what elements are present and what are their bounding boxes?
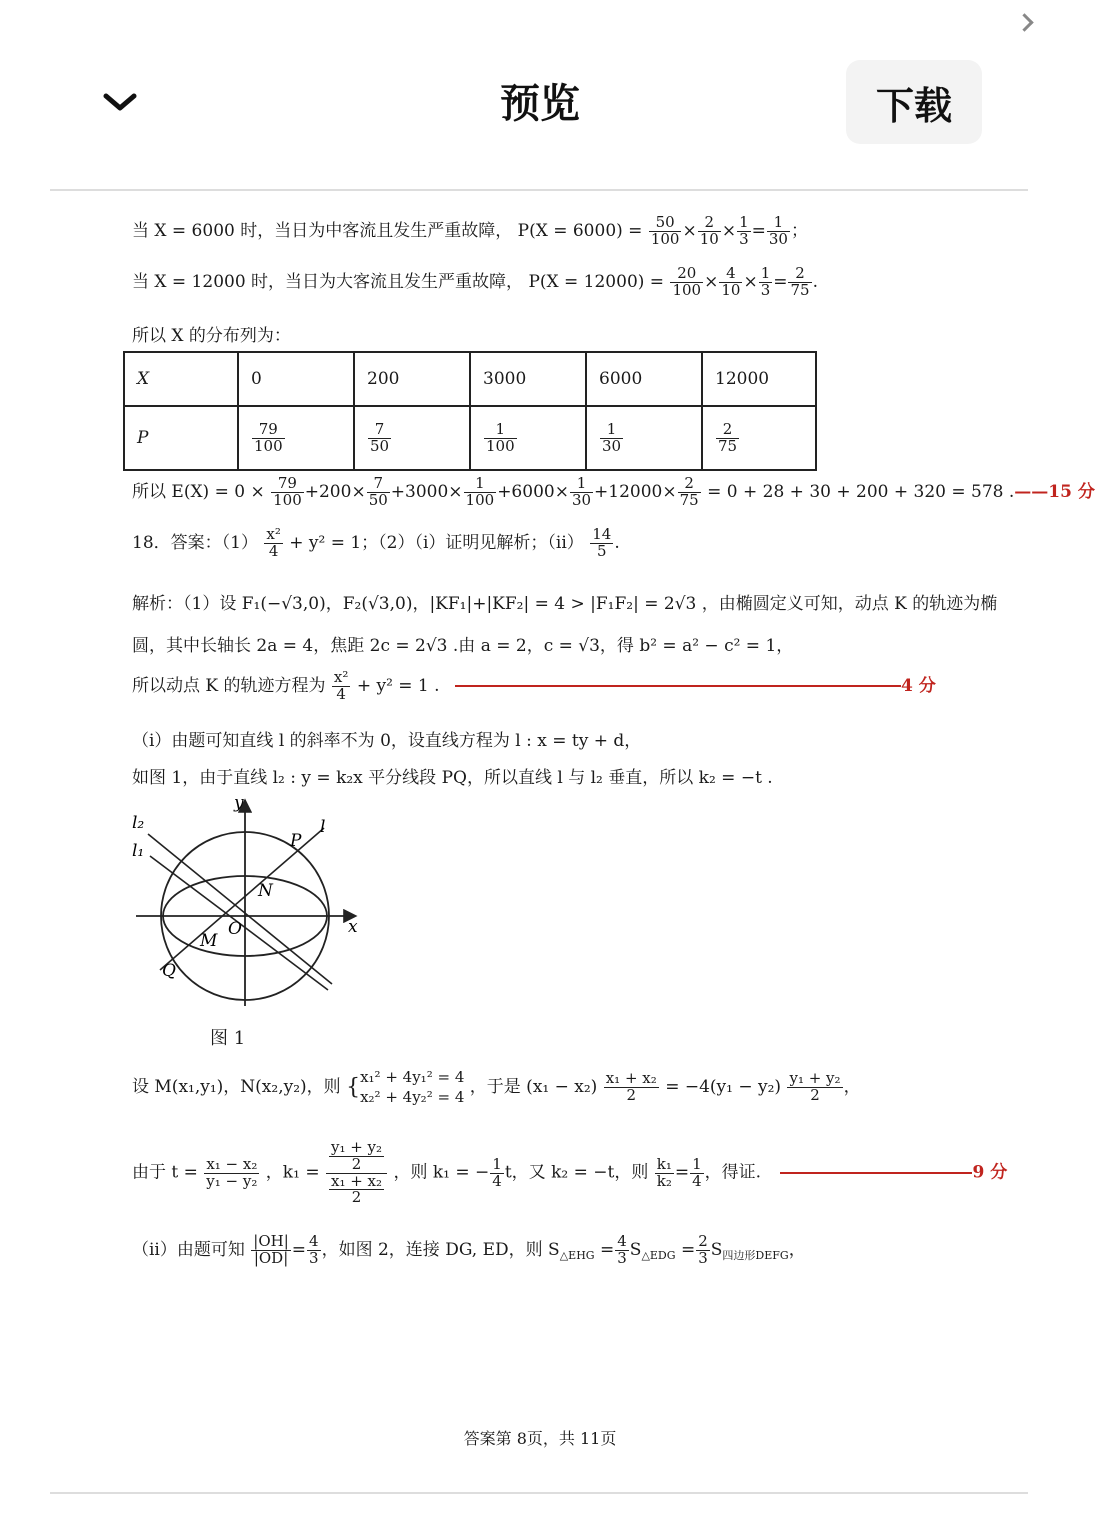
analysis-line-2: 圆，其中长轴长 2a = 4，焦距 2c = 2√3 .由 a = 2，c = √3，得 b² = a² − c² = 1， — [132, 636, 794, 656]
since-line: 由于 t = $\frac{\text{x₁ − x₂}}{\text{y₁ − y₂}}$ ，k₁ = $\frac{\frac{\text{y₁ + y₂}}{2}}{\frac{\text{x₁ + x₂}}{2}}$ ，则 k₁ = − $\frac{1}{4}$ t，又 k₂ = −t，则 $\frac{\text{k₁}}{\text{k₂}}$ = $\frac{1}{4}$ ，得证. 9 分 — [132, 1138, 1008, 1207]
table-header-x: X — [137, 369, 150, 389]
label-N: N — [258, 881, 273, 901]
table-cell: 3000 — [470, 352, 586, 406]
distribution-table — [123, 351, 817, 471]
table-cell: 6000 — [586, 352, 702, 406]
set-mn-line: 设 M(x₁,y₁)，N(x₂,y₂)，则 { x₁² + 4y₁² = 4 x₂² + 4y₂² = 4 ，于是 (x₁ − x₂) $\frac{\text{x₁ + x₂}}{2}$ = −4(y₁ − y₂) $\frac{\text{y₁ + y₂}}{2}$ ， — [132, 1068, 861, 1106]
table-cell: $\frac{7}{50}$ — [354, 406, 470, 470]
header-divider — [50, 189, 1028, 191]
top-bar — [0, 0, 1080, 190]
label-Q: Q — [162, 961, 176, 981]
label-M: M — [200, 931, 218, 951]
label-l1: l₁ — [132, 841, 145, 861]
score-9: 9 分 — [972, 1162, 1008, 1183]
label-O: O — [228, 919, 242, 939]
footer-divider — [50, 1492, 1028, 1494]
part-ii-line: （ii）由题可知 $\frac{|OH|}{|OD|}$ = $\frac{4}{3}$ ，如图 2，连接 DG, ED，则 $S_{\triangle EHG}$ = $\frac{4}{3}$ $S_{\triangle EDG}$ = $\frac{2}{3}$ $S_{四边形DEFG}$， — [132, 1232, 806, 1267]
label-l: l — [320, 817, 326, 837]
label-l2: l₂ — [132, 813, 145, 833]
page-title: 预览 — [500, 81, 580, 127]
score-rule — [455, 685, 901, 687]
table-header-p: P — [137, 428, 149, 448]
part-i-line-2: 如图 1，由于直线 l₂ : y = k₂x 平分线段 PQ，所以直线 l 与 l₂ 垂直，所以 k₂ = −t . — [132, 768, 773, 788]
part-i-line-1: （i）由题可知直线 l 的斜率不为 0，设直线方程为 l : x = ty + d， — [132, 731, 642, 751]
table-cell: 200 — [354, 352, 470, 406]
table-cell: $\frac{1}{30}$ — [586, 406, 702, 470]
analysis-line-1: 解析：（1）设 F₁(−√3,0)，F₂(√3,0)，|KF₁|+|KF₂| = 4 > |F₁F₂| = 2√3 ，由椭圆定义可知，动点 K 的轨迹为椭 — [132, 594, 998, 614]
figure-1 — [128, 792, 368, 1008]
score-rule — [780, 1172, 972, 1174]
table-cell: $\frac{2}{75}$ — [702, 406, 816, 470]
score-4: 4 分 — [900, 675, 936, 696]
expectation-line: 所以 E(X) = 0 × $\frac{79}{100}$ +200× $\frac{7}{50}$ +3000× $\frac{1}{100}$ +6000× $\frac{1}{30}$ +12000× $\frac{2}{75}$ = 0 + 28 + 30 + 200 + 320 = 578 .——15 分 — [132, 474, 1095, 509]
label-y: y — [234, 793, 244, 813]
download-button[interactable]: 下载 — [846, 60, 982, 144]
score-15: ——15 分 — [1014, 481, 1095, 502]
table-cell: $\frac{79}{100}$ — [238, 406, 354, 470]
analysis-line-3: 所以动点 K 的轨迹方程为 $\frac{\text{x²}}{4}$ + y² = 1 . 4 分 — [132, 668, 936, 703]
line-x6000: 当 X = 6000 时，当日为中客流且发生严重故障， P(X = 6000) = $\frac{50}{100}$ × $\frac{2}{10}$ × $\frac{1}{3}$ = $\frac{1}{30}$ ； — [132, 213, 808, 248]
figure-caption: 图 1 — [210, 1028, 246, 1049]
table-cell: 12000 — [702, 352, 816, 406]
label-x: x — [348, 917, 358, 937]
table-cell: $\frac{1}{100}$ — [470, 406, 586, 470]
label-P: P — [290, 831, 302, 851]
table-cell: 0 — [238, 352, 354, 406]
line-x12000: 当 X = 12000 时，当日为大客流且发生严重故障， P(X = 12000) = $\frac{20}{100}$ × $\frac{4}{10}$ × $\frac{1}{3}$ = $\frac{2}{75}$ . — [132, 264, 818, 299]
dist-intro: 所以 X 的分布列为： — [132, 326, 291, 346]
page-footer: 答案第 8页，共 11页 — [463, 1429, 617, 1448]
q18-answer: 18．答案：（1） $\frac{\text{x²}}{4}$ + y² = 1；（2）（i）证明见解析；（ii） $\frac{14}{5}$ . — [132, 525, 620, 560]
